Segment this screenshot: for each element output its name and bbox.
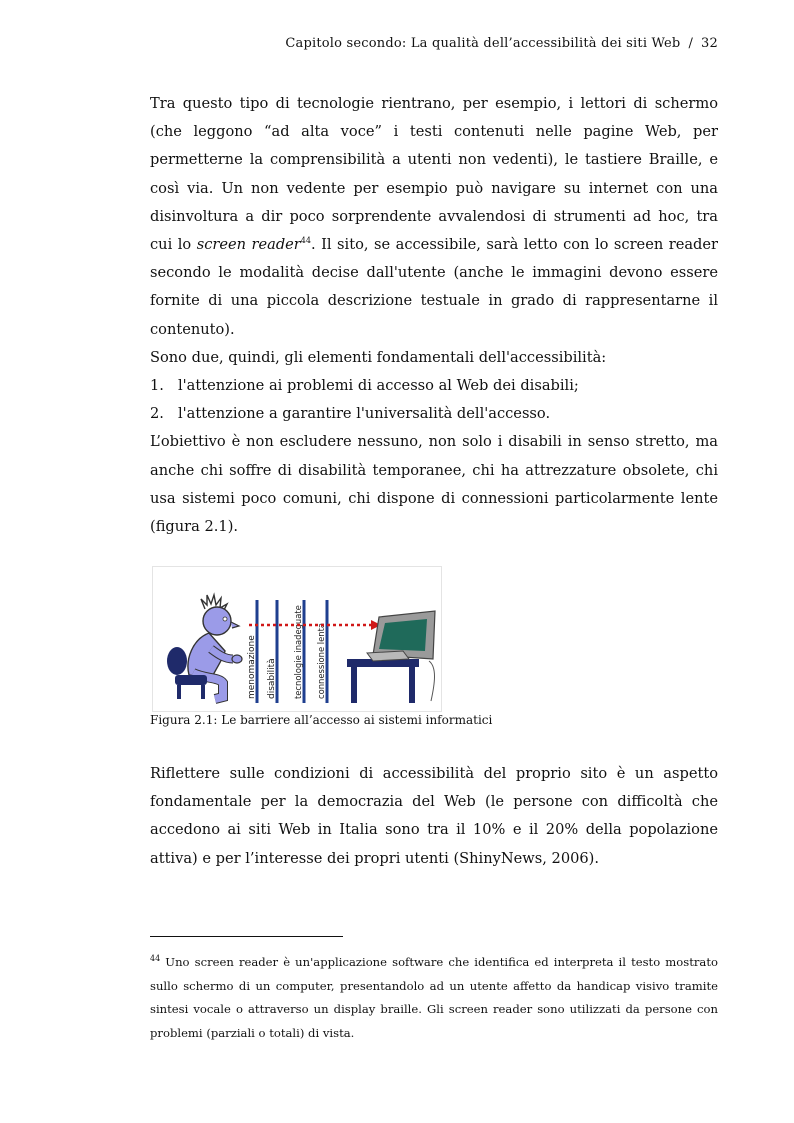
running-header xyxy=(285,36,718,51)
main-text-lower xyxy=(150,760,718,873)
paragraph-3: L’obiettivo è non escludere nessuno, non solo i disabili in senso stretto, ma anche chi soffre di disabilità temporanee, chi ha attrezzature obsolete, chi usa sistemi poco comuni, chi dispone di connessioni particolarmente lente (figura 2.1). xyxy=(150,433,718,536)
footnote-reference[interactable]: 44 xyxy=(300,236,311,246)
label-connessione: connessione lenta xyxy=(316,622,326,699)
list-item-text: l'attenzione ai problemi di accesso al Web dei disabili; xyxy=(178,377,579,395)
label-tecnologie: tecnologie inadeguate xyxy=(293,605,303,699)
footnote-text: Uno screen reader è un'applicazione software che identifica ed interpreta il testo mostrato sullo schermo di un computer, presentandolo ad un utente affetto da handicap visivo tramite sintesi vocale o attraverso un display braille. Gli screen reader sono utilizzati da persone con problemi (parziali o totali) di vista. xyxy=(150,955,718,1040)
paragraph-1 xyxy=(150,90,718,344)
footnote-paragraph xyxy=(150,951,718,1045)
footnote xyxy=(150,951,718,1045)
computer-icon xyxy=(347,611,435,703)
elements-list xyxy=(150,372,718,428)
paragraph-1-text-b: . Il sito, se accessibile, sarà letto con lo screen reader secondo le modalità decise dall'utente (anche le immagini devono essere fornite di una piccola descrizione testuale in grado di rappresentarne il contenuto). xyxy=(150,236,718,338)
list-item-number: 2. xyxy=(150,405,164,423)
list-item-number: 1. xyxy=(150,377,164,395)
label-menomazione: menomazione xyxy=(247,635,257,699)
header-separator: / xyxy=(688,36,694,51)
paragraph-4: Riflettere sulle condizioni di accessibilità del proprio sito è un aspetto fondamentale per la democrazia del Web (le persone con difficoltà che accedono ai siti Web in Italia sono tra il 10% e il 20% della popolazione attiva) e per l’interesse dei propri utenti (ShinyNews, 2006). xyxy=(150,765,718,867)
figure-accessibility-barriers xyxy=(152,566,442,712)
paragraph-2: Sono due, quindi, gli elementi fondamentali dell'accessibilità: xyxy=(150,348,607,366)
list-item xyxy=(150,400,718,428)
figure-caption: Figura 2.1: Le barriere all’accesso ai sistemi informatici xyxy=(150,713,493,727)
screen-reader-term: screen reader xyxy=(196,236,301,254)
main-text-upper xyxy=(150,90,718,541)
page-number: 32 xyxy=(701,36,718,51)
chapter-title: Capitolo secondo: La qualità dell’accessibilità dei siti Web xyxy=(285,36,681,51)
label-disabilita: disabilità xyxy=(267,658,277,699)
paragraph-1-text-a: Tra questo tipo di tecnologie rientrano, per esempio, i lettori di schermo (che leggono “ad alta voce” i testi contenuti nelle pagine Web, per permetterne la comprensibilità a utenti non vedenti), le tastiere Braille, e così via. Un non vedente per esempio può navigare su internet con una disinvoltura a dir poco sorprendente avvalendosi di strumenti ad hoc, tra cui lo xyxy=(150,95,718,254)
figure-illustration xyxy=(153,567,441,711)
list-item-text: l'attenzione a garantire l'universalità dell'accesso. xyxy=(178,405,551,423)
footnote-number: 44 xyxy=(150,954,161,964)
footnote-divider xyxy=(150,936,343,937)
list-item xyxy=(150,372,718,400)
